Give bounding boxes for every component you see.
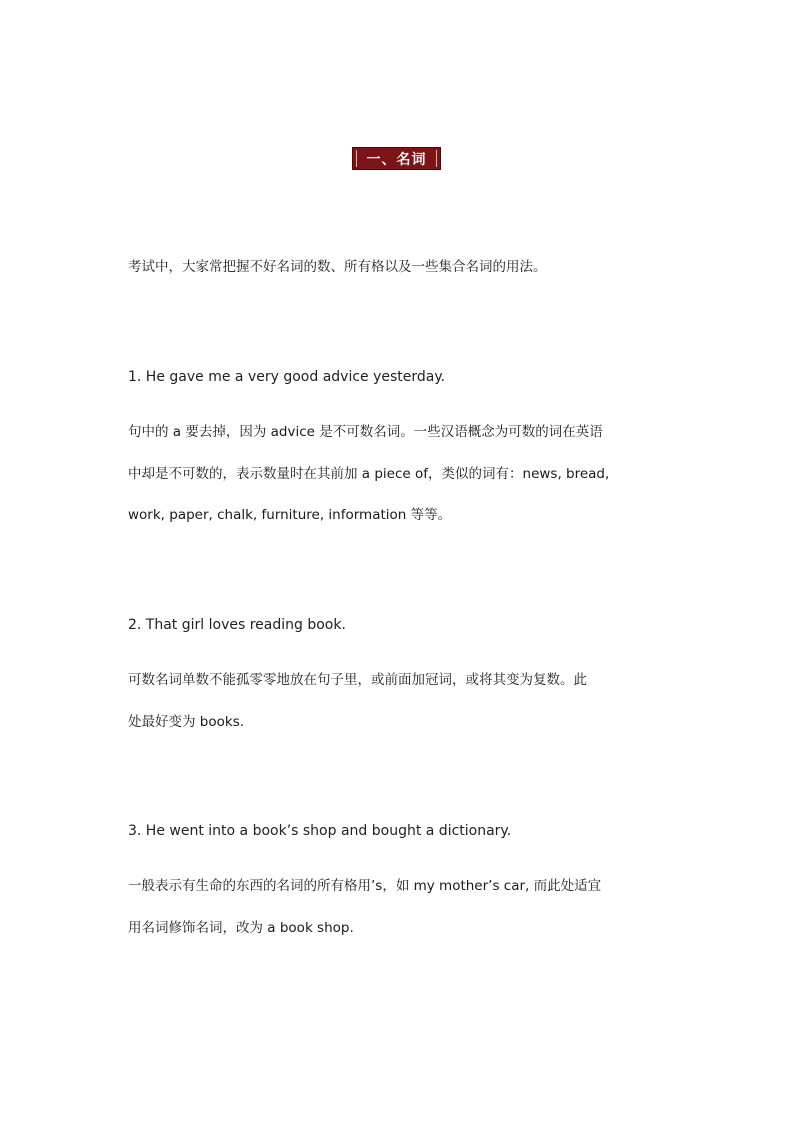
explanation-1-line-1: 句中的 a 要去掉，因为 advice 是不可数名词。一些汉语概念为可数的词在英语 <box>128 424 603 440</box>
explanation-3-line-2: 用名词修饰名词，改为 a book shop. <box>128 920 354 936</box>
section-title: 一、名词 <box>366 151 427 168</box>
example-sentence-3: 3. He went into a book’s shop and bought a dictionary. <box>128 823 512 839</box>
intro-paragraph: 考试中，大家常把握不好名词的数、所有格以及一些集合名词的用法。 <box>128 259 547 275</box>
explanation-2-line-1: 可数名词单数不能孤零零地放在句子里，或前面加冠词，或将其变为复数。此 <box>128 672 587 688</box>
explanation-1-line-2: 中却是不可数的，表示数量时在其前加 a piece of，类似的词有：news, bread, <box>128 466 610 482</box>
example-sentence-2: 2. That girl loves reading book. <box>128 617 346 633</box>
explanation-1-line-3: work, paper, chalk, furniture, information 等等。 <box>128 507 452 523</box>
example-sentence-1: 1. He gave me a very good advice yesterday. <box>128 369 446 385</box>
section-title-banner <box>352 147 441 170</box>
explanation-3-line-1: 一般表示有生命的东西的名词的所有格用’s，如 my mother’s car, 而此处适宜 <box>128 878 602 894</box>
explanation-2-line-2: 处最好变为 books. <box>128 714 245 730</box>
